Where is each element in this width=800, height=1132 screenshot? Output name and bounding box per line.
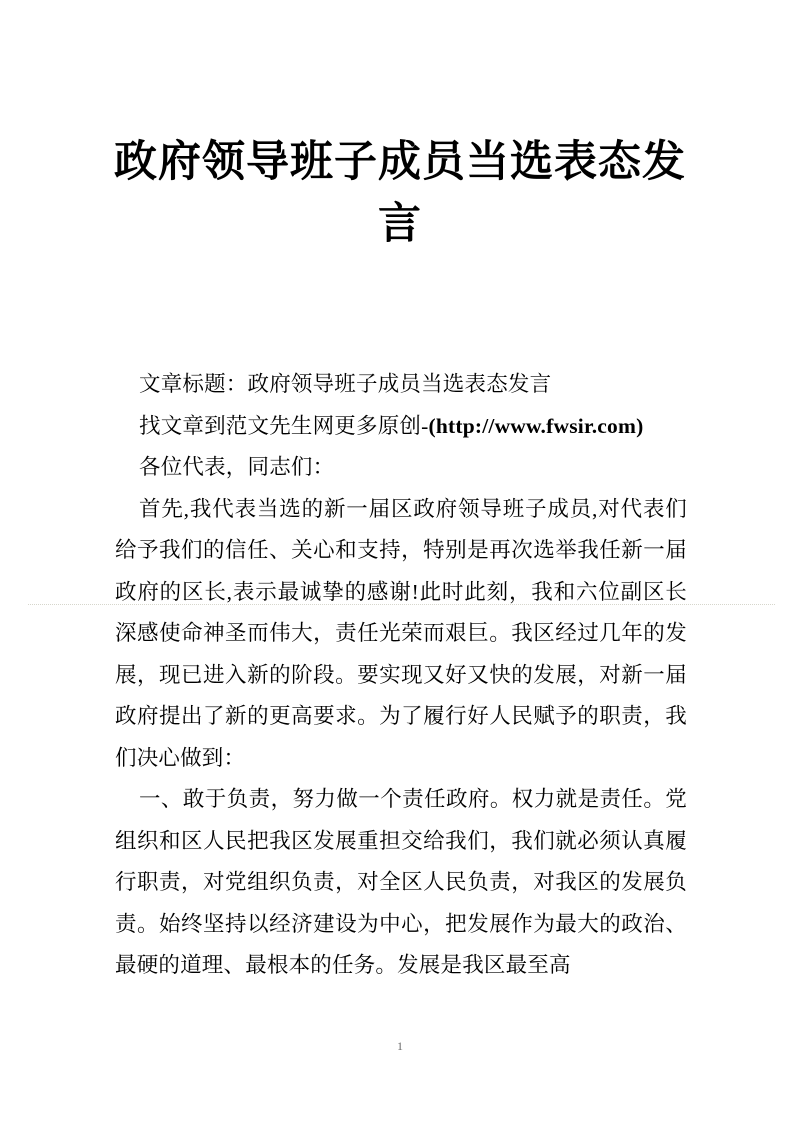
source-credit-url: (http://www.fwsir.com) [428, 413, 644, 438]
paragraph-opening-thanks: 首先,我代表当选的新一届区政府领导班子成员,对代表们给予我们的信任、关心和支持，特别是再次选举我任新一届政府的区长,表示最诚挚的感谢!此时此刻，我和六位副区长深感使命神圣而伟大，责任光荣而艰巨。我区经过几年的发展，现已进入新的阶段。要实现又好又快的发展，对新一届政府提出了新的更高要求。为了履行好人民赋予的职责，我们决心做到： [115, 496, 687, 770]
paragraph-salutation: 各位代表，同志们： [139, 455, 335, 479]
document-body [115, 364, 687, 987]
source-credit-prefix: 找文章到范文先生网更多原创- [139, 413, 429, 438]
page-title: 政府领导班子成员当选表态发言 [114, 139, 686, 248]
page-number: 1 [397, 1039, 403, 1053]
paragraph-article-title-meta: 文章标题：政府领导班子成员当选表态发言 [139, 372, 552, 396]
paragraph-point-one: 一、敢于负责，努力做一个责任政府。权力就是责任。党组织和区人民把我区发展重担交给我们，我们就必须认真履行职责，对党组织负责，对全区人民负责，对我区的发展负责。始终坚持以经济建设为中心，把发展作为最大的政治、最硬的道理、最根本的任务。发展是我区最至高 [115, 787, 687, 977]
paragraph-source-credit [115, 406, 687, 448]
